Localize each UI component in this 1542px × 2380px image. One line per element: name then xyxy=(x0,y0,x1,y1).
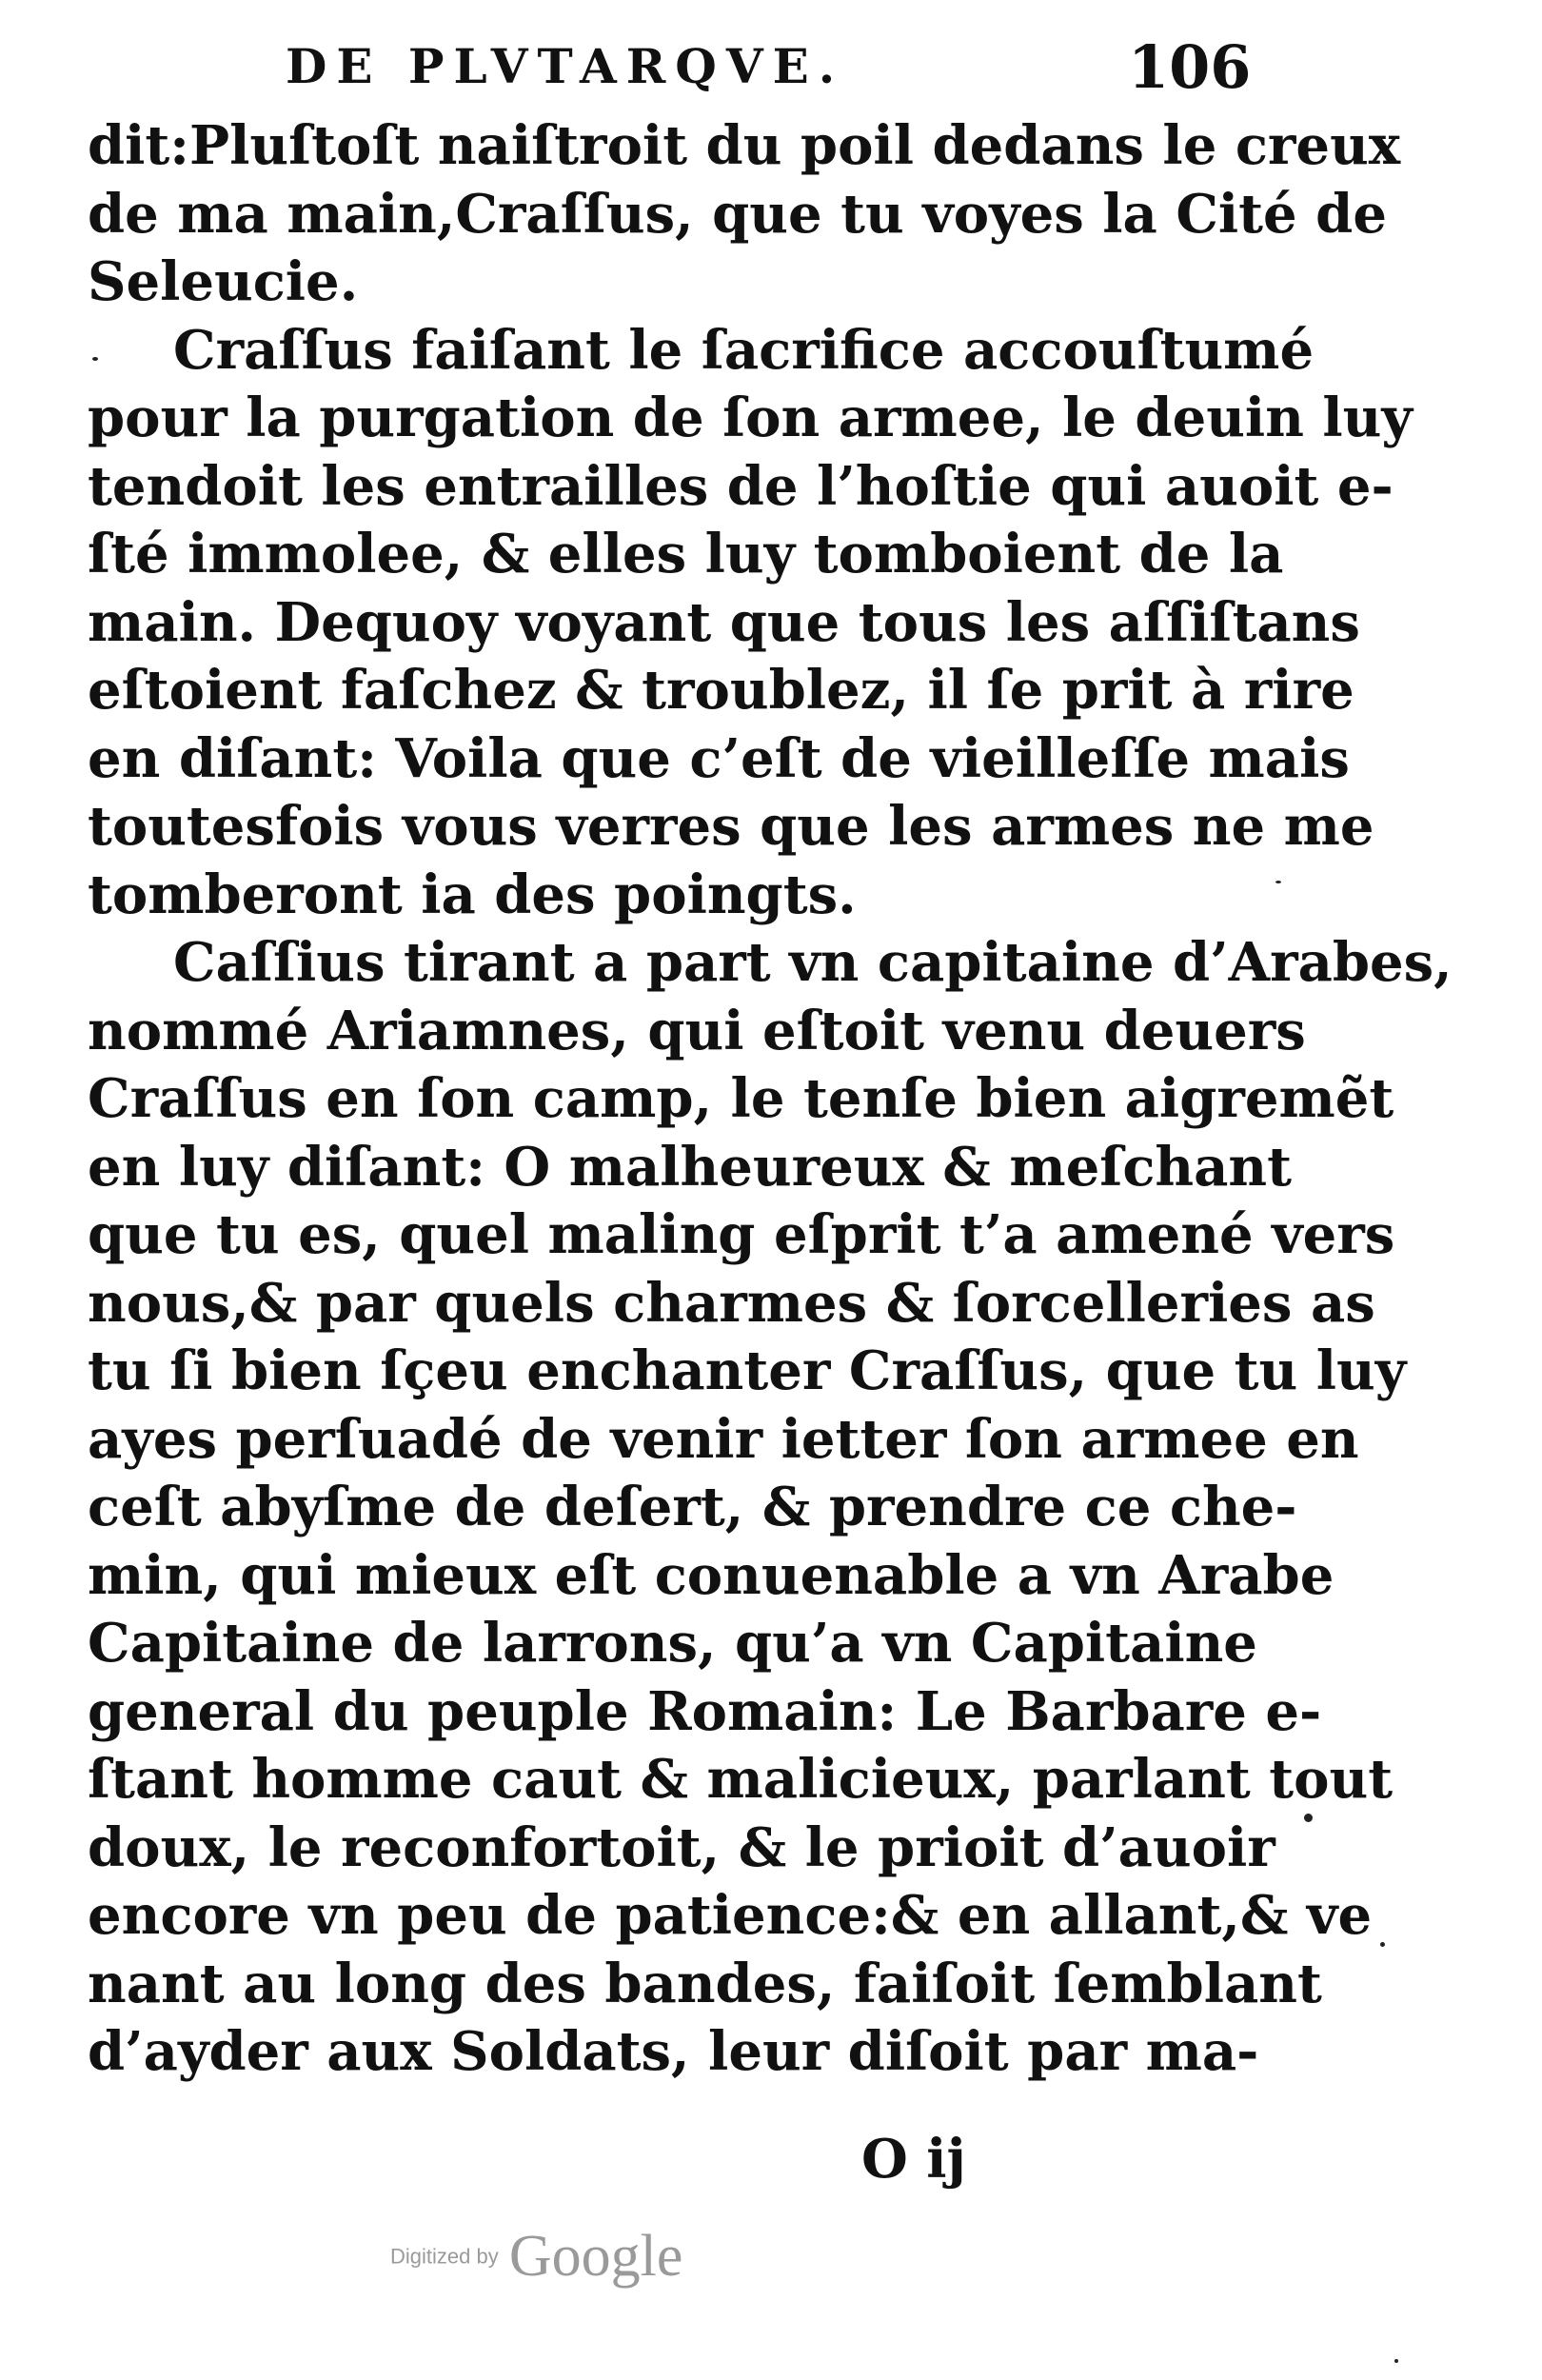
text-line: de ma main,Craſſus, que tu voyes la Cité de xyxy=(88,182,1387,246)
signature-mark: O ij xyxy=(861,2128,966,2191)
text-line: Seleucie. xyxy=(88,250,359,313)
text-line: tu ſi bien ſçeu enchanter Craſſus, que tu luy xyxy=(88,1339,1407,1402)
text-line: d’ayder aux Soldats, leur diſoit par ma- xyxy=(88,2020,1259,2083)
text-line: eſtoient faſchez & troublez, il ſe prit à rire xyxy=(88,659,1354,722)
page-number: 106 xyxy=(1128,32,1252,102)
text-line: ayes perſuadé de venir ietter ſon armee en xyxy=(88,1407,1359,1471)
text-line: Capitaine de larrons, qu’a vn Capitaine xyxy=(88,1612,1257,1675)
text-line: min, qui mieux eſt conuenable a vn Arabe xyxy=(88,1543,1334,1607)
text-line: Craſſus en ſon camp, le tenſe bien aigremẽt xyxy=(88,1067,1394,1130)
text-line: doux, le reconfortoit, & le prioit d’auoir xyxy=(88,1815,1275,1879)
text-line: en diſant: Voila que c’eſt de vieilleſſe mais xyxy=(88,726,1350,790)
text-line: nommé Ariamnes, qui eſtoit venu deuers xyxy=(88,999,1306,1062)
digitized-label: Digitized by xyxy=(390,2244,499,2269)
text-line: Craſſus faiſant le ſacrifice accouſtumé xyxy=(173,318,1315,382)
print-speck xyxy=(92,357,98,361)
print-speck xyxy=(1394,2359,1398,2363)
text-line: dit:Pluſtoſt naiſtroit du poil dedans le creux xyxy=(88,114,1401,177)
text-line: ſtant homme caut & malicieux, parlant tout xyxy=(88,1748,1394,1811)
text-line: que tu es, quel maling eſprit t’a amené vers xyxy=(88,1203,1395,1266)
text-line: ceſt abyſme de deſert, & prendre ce che- xyxy=(88,1476,1297,1538)
text-line: encore vn peu de patience:& en allant,& ve xyxy=(88,1884,1373,1947)
text-line: general du peuple Romain: Le Barbare e- xyxy=(88,1679,1322,1743)
text-line: main. Dequoy voyant que tous les aſſiſtans xyxy=(88,590,1360,654)
text-line: en luy diſant: O malheureux & meſchant xyxy=(88,1135,1293,1199)
text-line: tendoit les entrailles de l’hoſtie qui auoit e- xyxy=(88,454,1394,518)
print-speck xyxy=(1304,1814,1313,1822)
running-title: DE PLVTARQVE. xyxy=(286,38,845,94)
text-line: nant au long des bandes, faiſoit ſemblant xyxy=(88,1952,1322,2015)
text-line: Caſſius tirant a part vn capitaine d’Arabes, xyxy=(173,931,1453,994)
text-line: toutesfois vous verres que les armes ne me xyxy=(88,795,1374,858)
print-speck xyxy=(1275,881,1281,883)
body-text xyxy=(88,112,1453,2087)
digitized-watermark xyxy=(390,2223,682,2291)
text-line: pour la purgation de ſon armee, le deuin luy xyxy=(88,387,1413,449)
text-line: nous,& par quels charmes & ſorcelleries as xyxy=(88,1271,1375,1335)
text-line: tomberont ia des poingts. xyxy=(88,863,857,926)
google-logo: Google xyxy=(508,2224,683,2289)
text-line: ſté immolee, & elles luy tomboient de la xyxy=(88,523,1284,585)
print-speck xyxy=(1380,1942,1385,1947)
